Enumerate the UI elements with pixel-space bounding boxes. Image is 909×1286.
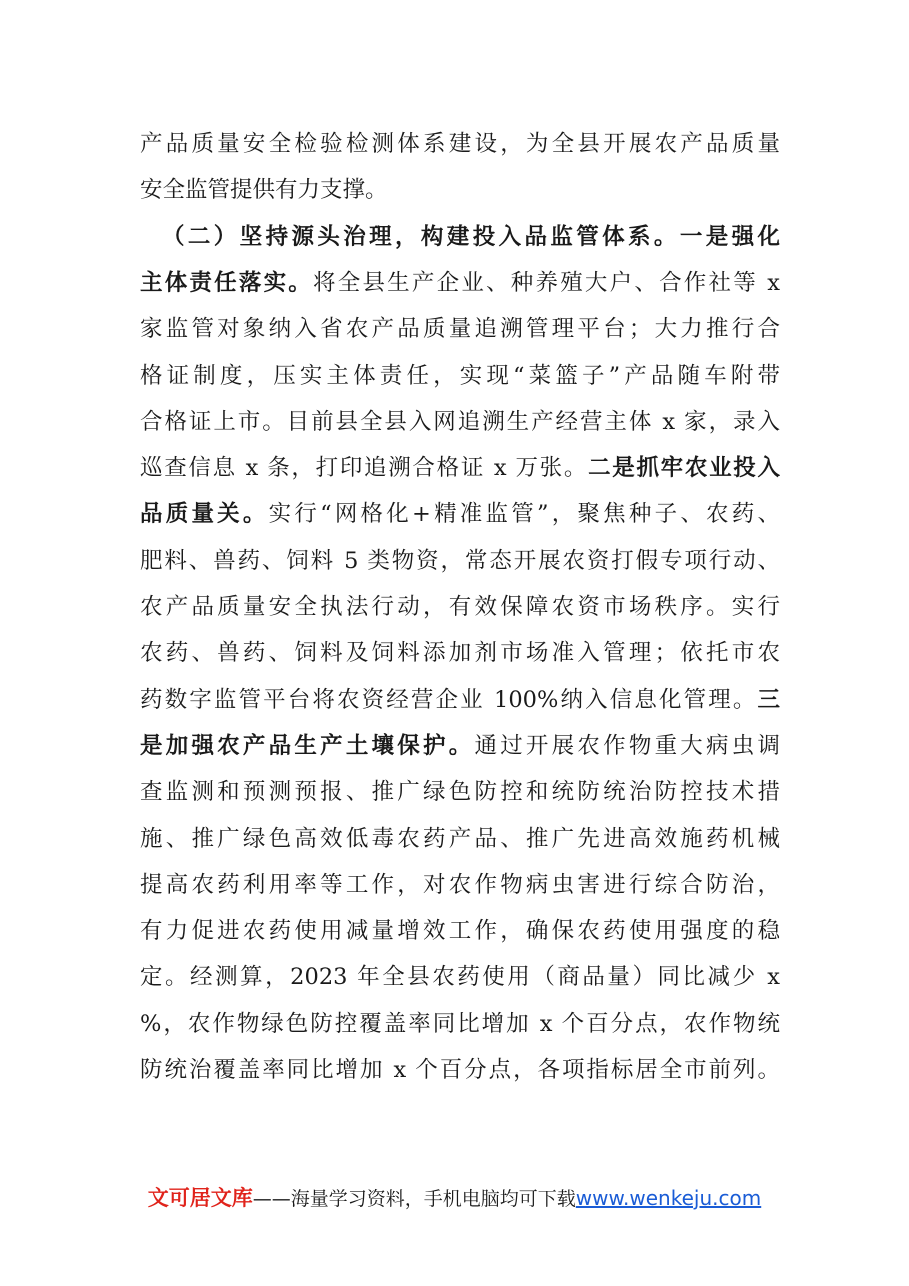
text-segment: 安全监管提供有力支撑。 bbox=[140, 177, 388, 204]
text-line bbox=[140, 535, 780, 587]
text-line bbox=[140, 905, 780, 957]
footer-url-link[interactable]: www.wenkeju.com bbox=[575, 1186, 762, 1210]
text-line bbox=[140, 442, 780, 494]
text-line bbox=[140, 350, 780, 402]
text-line bbox=[140, 581, 780, 633]
text-segment: 定。经测算，2023 年全县农药使用（商品量）同比减少 x bbox=[140, 964, 780, 991]
text-segment: 合格证上市。目前县全县入网追溯生产经营主体 x 家，录入 bbox=[140, 408, 780, 435]
bold-text-segment: 品质量关。 bbox=[140, 501, 269, 528]
text-line bbox=[140, 951, 780, 1003]
text-segment: 通过开展农作物重大病虫调 bbox=[474, 732, 780, 759]
text-segment: 有力促进农药使用减量增效工作，确保农药使用强度的稳 bbox=[140, 918, 780, 945]
text-line bbox=[140, 813, 780, 865]
footer-brand: 文可居文库 bbox=[147, 1186, 253, 1210]
text-line bbox=[140, 720, 780, 772]
text-line bbox=[140, 303, 780, 355]
text-segment: 将全县生产企业、种养殖大户、合作社等 x bbox=[313, 269, 780, 296]
text-segment: 提高农药利用率等工作，对农作物病虫害进行综合防治， bbox=[140, 871, 780, 898]
text-segment: 肥料、兽药、饲料 5 类物资，常态开展农资打假专项行动、 bbox=[140, 547, 780, 574]
text-segment: 药数字监管平台将农资经营企业 100%纳入信息化管理。 bbox=[140, 686, 758, 713]
text-line bbox=[162, 211, 780, 263]
text-line bbox=[140, 859, 780, 911]
text-line bbox=[140, 766, 780, 818]
footer-tagline: ——海量学习资料，手机电脑均可下载 bbox=[252, 1188, 576, 1210]
text-segment: 农药、兽药、饲料及饲料添加剂市场准入管理；依托市农 bbox=[140, 640, 780, 667]
text-segment: 产品质量安全检验检测体系建设，为全县开展农产品质量 bbox=[140, 131, 780, 157]
text-line bbox=[140, 488, 780, 540]
text-line bbox=[140, 164, 780, 216]
text-segment: 巡查信息 x 条，打印追溯合格证 x 万张。 bbox=[140, 455, 589, 482]
text-line bbox=[140, 118, 780, 170]
text-segment: 实行“网格化+精准监管”，聚焦种子、农药、 bbox=[268, 501, 780, 528]
text-segment: 防统治覆盖率同比增加 x 个百分点，各项指标居全市前列。 bbox=[140, 1057, 780, 1083]
text-line bbox=[140, 257, 780, 309]
text-segment: 农产品质量安全执法行动，有效保障农资市场秩序。实行 bbox=[140, 594, 780, 620]
text-segment: 施、推广绿色高效低毒农药产品、推广先进高效施药机械 bbox=[140, 825, 780, 852]
text-line bbox=[140, 1044, 780, 1096]
text-segment: %，农作物绿色防控覆盖率同比增加 x 个百分点，农作物统 bbox=[140, 1010, 780, 1037]
bold-text-segment: 二是抓牢农业投入 bbox=[588, 455, 780, 482]
bold-text-segment: 主体责任落实。 bbox=[140, 269, 314, 296]
bold-text-segment: 是加强农产品生产土壤保护。 bbox=[140, 732, 475, 759]
footer-banner bbox=[0, 1178, 909, 1218]
text-segment: 格证制度，压实主体责任，实现“菜篮子”产品随车附带 bbox=[140, 362, 780, 389]
text-line bbox=[140, 998, 780, 1050]
text-line bbox=[140, 627, 780, 679]
text-segment: 家监管对象纳入省农产品质量追溯管理平台；大力推行合 bbox=[140, 316, 780, 343]
text-line bbox=[140, 674, 780, 726]
bold-text-segment: （二）坚持源头治理，构建投入品监管体系。一是强化 bbox=[162, 223, 780, 250]
bold-text-segment: 三 bbox=[757, 686, 780, 713]
text-segment: 查监测和预测预报、推广绿色防控和统防统治防控技术措 bbox=[140, 779, 780, 806]
text-line bbox=[140, 396, 780, 448]
